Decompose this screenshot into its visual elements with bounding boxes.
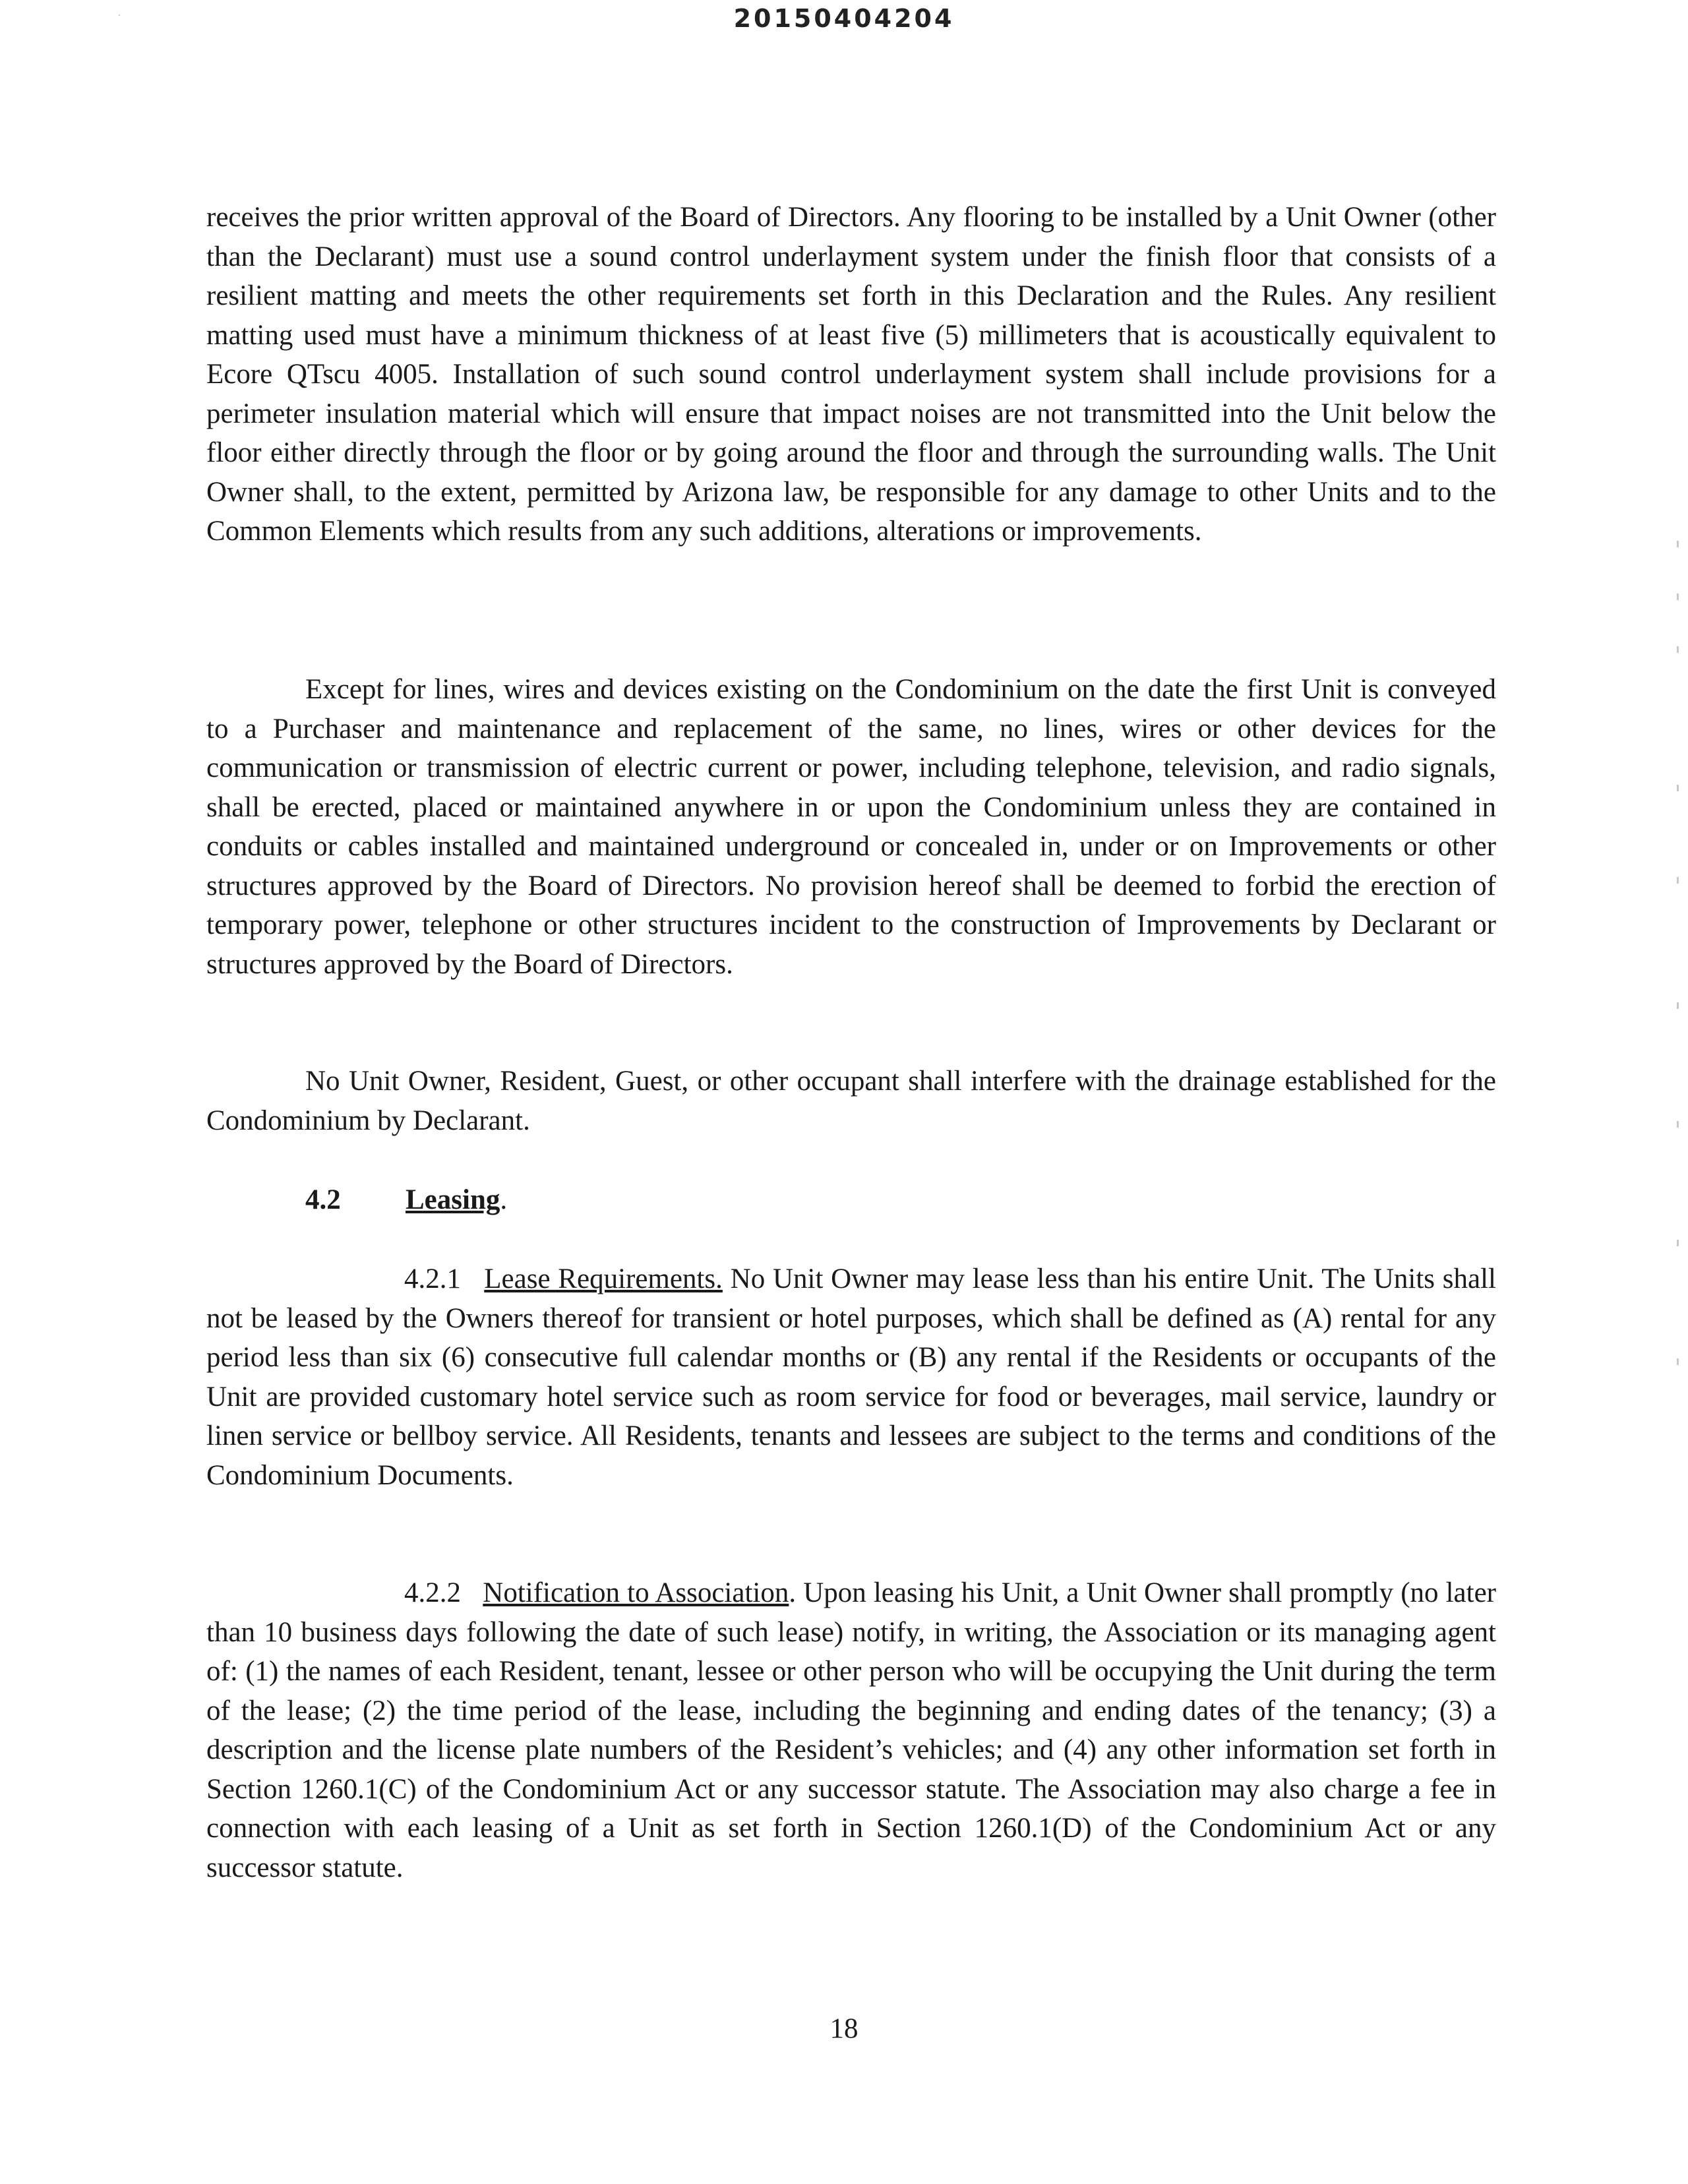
- subsection-4-2-1: [206, 1259, 1496, 1495]
- subsection-title: Lease Requirements.: [484, 1263, 723, 1294]
- paragraph-text: receives the prior written approval of the Board of Directors. Any flooring to be installed by a Unit Owner (other than the Declarant) must use a sound control underlayment system under the finish floor that consists of a resilient matting and meets the other requirements set forth in this Declaration and the Rules. Any resilient matting used must have a minimum thickness of at least five (5) millimeters that is acoustically equivalent to Ecore QTscu 4005. Installation of such sound control underlayment system shall include provisions for a perimeter insulation material which will ensure that impact noises are not transmitted into the Unit below the floor either directly through the floor or by going around the floor and through the surrounding walls. The Unit Owner shall, to the extent, permitted by Arizona law, be responsible for any damage to other Units and to the Common Elements which results from any such additions, alterations or improvements.: [206, 202, 1496, 547]
- paragraph-flooring-requirements: [206, 198, 1496, 551]
- scan-edge-mark: [1677, 785, 1679, 791]
- paragraph-drainage: [206, 1062, 1496, 1140]
- paragraph-lines-wires-devices: [206, 670, 1496, 984]
- subsection-number: 4.2.2: [404, 1577, 461, 1608]
- section-number: 4.2: [305, 1184, 341, 1215]
- subsection-body: No Unit Owner may lease less than his entire Unit. The Units shall not be leased by the Owners thereof for transient or hotel purposes, which shall be defined as (A) rental for any period less than six (6) consecutive full calendar months or (B) any rental if the Residents or occupants of the Unit are provided customary hotel service such as room service for food or beverages, mail service, laundry or linen service or bellboy service. All Residents, tenants and lessees are subject to the terms and conditions of the Condominium Documents.: [206, 1263, 1497, 1491]
- scan-edge-mark: [1677, 1002, 1679, 1009]
- subsection-text: [206, 1259, 1496, 1495]
- paragraph-text: No Unit Owner, Resident, Guest, or other occupant shall interfere with the drainage established for the Condominium by Declarant.: [206, 1066, 1496, 1136]
- subsection-title: Notification to Association: [483, 1577, 789, 1608]
- page-number: 18: [829, 2013, 859, 2044]
- subsection-text: [206, 1573, 1496, 1887]
- scan-edge-mark: [1677, 1121, 1679, 1128]
- section-heading-4-2: [305, 1184, 507, 1216]
- subsection-number: 4.2.1: [404, 1263, 461, 1294]
- section-title-punct: .: [500, 1184, 508, 1215]
- scan-edge-mark: [1677, 1240, 1679, 1246]
- scan-edge-mark: [1677, 646, 1679, 653]
- document-number: 20150404204: [733, 4, 955, 33]
- scan-edge-mark: [1677, 1358, 1679, 1365]
- paragraph-text: Except for lines, wires and devices existing on the Condominium on the date the first Unit is conveyed to a Purchaser and maintenance and replacement of the same, no lines, wires or other devices for the communication or transmission of electric current or power, including telephone, television, and radio signals, shall be erected, placed or maintained anywhere in or upon the Condominium unless they are contained in conduits or cables installed and maintained underground or concealed in, under or on Improvements or other structures approved by the Board of Directors. No provision hereof shall be deemed to forbid the erection of temporary power, telephone or other structures incident to the construction of Improvements by Declarant or structures approved by the Board of Directors.: [206, 674, 1496, 980]
- scan-edge-mark: [1677, 877, 1679, 884]
- scan-edge-mark: [1677, 593, 1679, 600]
- section-title: Leasing: [406, 1184, 500, 1215]
- scan-edge-mark: [1677, 541, 1679, 547]
- subsection-body: . Upon leasing his Unit, a Unit Owner shall promptly (no later than 10 business days following the date of such lease) notify, in writing, the Association or its managing agent of: (1) the names of each Resident, tenant, lessee or other person who will be occupying the Unit during the term of the lease; (2) the time period of the lease, including the beginning and ending dates of the tenancy; (3) a description and the license plate numbers of the Resident’s vehicles; and (4) any other information set forth in Section 1260.1(C) of the Condominium Act or any successor statute. The Association may also charge a fee in connection with each leasing of a Unit as set forth in Section 1260.1(D) of the Condominium Act or any successor statute.: [206, 1577, 1496, 1883]
- subsection-4-2-2: [206, 1573, 1496, 1887]
